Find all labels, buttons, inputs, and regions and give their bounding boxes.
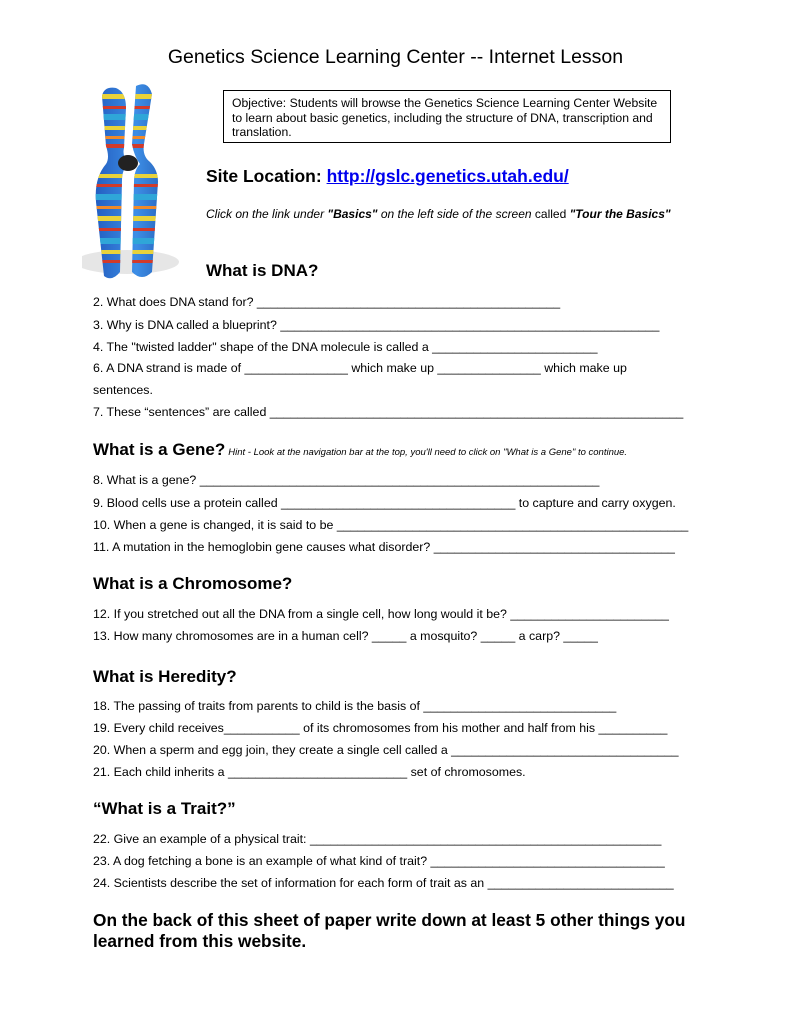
- question-6: 6. A DNA strand is made of _______________ which make up _______________ which make up: [93, 361, 627, 375]
- site-location-label: Site Location:: [206, 166, 322, 186]
- instruction-text: Click on the link under "Basics" on the left side of the screen called "Tour the Basics": [206, 207, 671, 221]
- question-19: 19. Every child receives___________ of its chromosomes from his mother and half from his __________: [93, 721, 668, 735]
- question-2: 2. What does DNA stand for? ____________________________________________: [93, 295, 561, 309]
- site-url-link[interactable]: http://gslc.genetics.utah.edu/: [326, 166, 569, 186]
- site-location: [206, 166, 569, 187]
- question-4: 4. The "twisted ladder" shape of the DNA molecule is called a ________________________: [93, 340, 598, 354]
- objective-box: Objective: Students will browse the Genetics Science Learning Center Website to learn about basic genetics, including the structure of DNA, transcription and translation.: [223, 90, 671, 143]
- question-24: 24. Scientists describe the set of information for each form of trait as an ___________________________: [93, 876, 674, 890]
- question-12: 12. If you stretched out all the DNA from a single cell, how long would it be? _______________________: [93, 607, 669, 621]
- question-10: 10. When a gene is changed, it is said to be ___________________________________________________: [93, 518, 689, 532]
- heading-gene: What is a Gene? Hint - Look at the navigation bar at the top, you'll need to click on "What is a Gene" to continue.: [93, 440, 628, 459]
- heading-trait: “What is a Trait?”: [93, 799, 236, 818]
- page-title: Genetics Science Learning Center -- Internet Lesson: [167, 46, 624, 68]
- question-20: 20. When a sperm and egg join, they create a single cell called a _________________________________: [93, 743, 679, 757]
- gene-hint: Hint - Look at the navigation bar at the top, you'll need to click on "What is a Gene" to continue.: [228, 447, 628, 458]
- question-23: 23. A dog fetching a bone is an example of what kind of trait? __________________________________: [93, 854, 665, 868]
- chromosome-illustration: [82, 82, 190, 284]
- question-13: 13. How many chromosomes are in a human cell? _____ a mosquito? _____ a carp? _____: [93, 629, 598, 643]
- question-7: 7. These “sentences” are called ____________________________________________________________: [93, 405, 684, 419]
- question-21: 21. Each child inherits a __________________________ set of chromosomes.: [93, 765, 526, 779]
- question-22: 22. Give an example of a physical trait: ___________________________________________________: [93, 832, 662, 846]
- question-6-continued: sentences.: [93, 383, 153, 397]
- question-3: 3. Why is DNA called a blueprint? _______________________________________________________: [93, 318, 660, 332]
- question-18: 18. The passing of traits from parents to child is the basis of ____________________________: [93, 699, 617, 713]
- question-11: 11. A mutation in the hemoglobin gene causes what disorder? ___________________________________: [93, 540, 675, 554]
- heading-dna: What is DNA?: [206, 261, 319, 280]
- heading-chromosome: What is a Chromosome?: [93, 574, 293, 593]
- final-instruction: On the back of this sheet of paper write down at least 5 other things you learned from this website.: [93, 910, 686, 951]
- question-9: 9. Blood cells use a protein called __________________________________ to capture and carry oxygen.: [93, 496, 676, 510]
- heading-heredity: What is Heredity?: [93, 667, 237, 686]
- question-8: 8. What is a gene? __________________________________________________________: [93, 473, 600, 487]
